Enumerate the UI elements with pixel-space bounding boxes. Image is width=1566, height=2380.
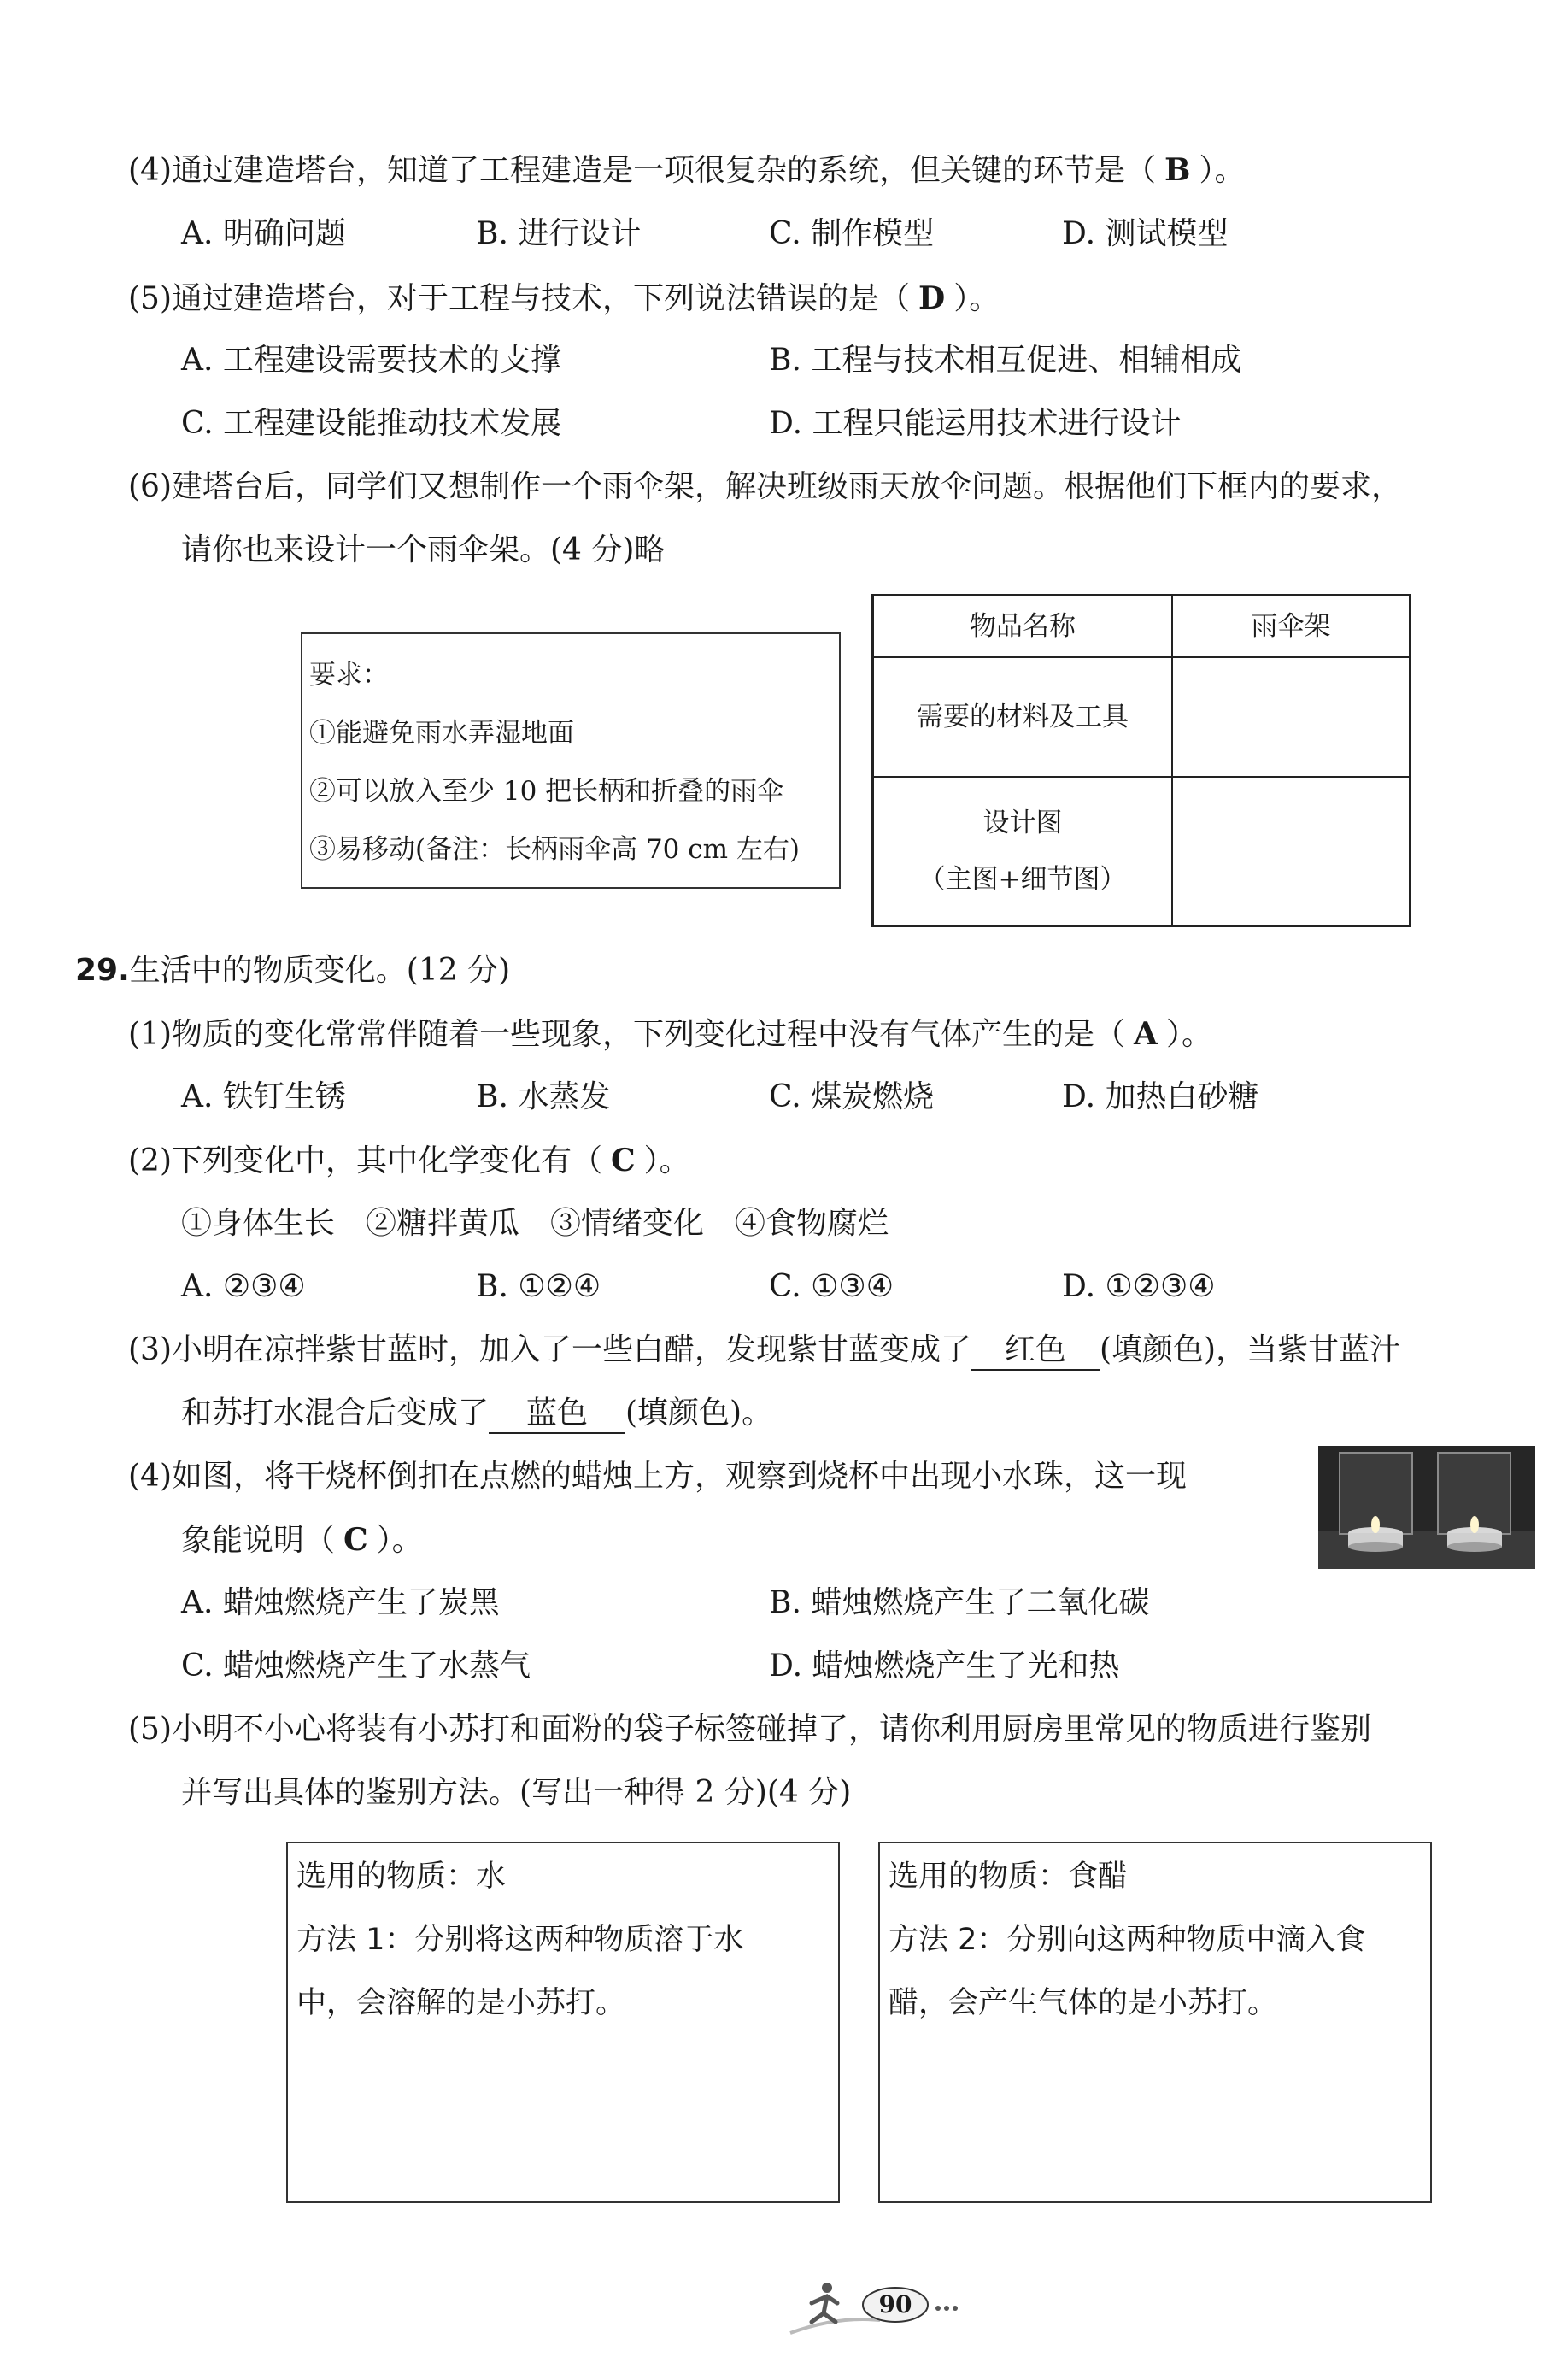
q29-4-option-d: D. 蜡烛燃烧产生了光和热 <box>769 1648 1120 1684</box>
page-number: 90 <box>878 2290 912 2318</box>
q29-4-answer: C <box>343 1522 368 1558</box>
q29-1-option-a: A. 铁钉生锈 <box>181 1079 346 1114</box>
q5-stem-text: (5)通过建造塔台，对于工程与技术，下列说法错误的是（ <box>128 281 910 316</box>
design-label-sub: （主图+细节图） <box>918 864 1127 895</box>
q29-2-option-b: B. ①②④ <box>476 1269 601 1304</box>
q29-4-option-b: B. 蜡烛燃烧产生了二氧化碳 <box>769 1585 1150 1620</box>
q4-close: ）。 <box>1199 153 1246 188</box>
answer-box-water-line: 选用的物质：水 <box>296 1860 507 1894</box>
q5-answer: D <box>918 280 946 316</box>
q4-stem <box>128 150 1245 191</box>
answer-box-water-line: 中，会溶解的是小苏打。 <box>296 1986 626 2020</box>
q29-1-stem-text: (1)物质的变化常常伴随着一些现象，下列变化过程中没有气体产生的是（ <box>128 1017 1125 1052</box>
answer-box-vinegar-line: 醋，会产生气体的是小苏打。 <box>889 1986 1278 2020</box>
q29-2-stem <box>128 1140 690 1182</box>
answer-box-vinegar <box>878 1842 1432 2203</box>
q5-option-b: B. 工程与技术相互促进、相辅相成 <box>769 343 1242 378</box>
requirement-2: ②可以放入至少 10 把长柄和折叠的雨伞 <box>309 776 784 807</box>
q29-2-items: ①身体生长 ②糖拌黄瓜 ③情绪变化 ④食物腐烂 <box>181 1206 889 1241</box>
q29-1-close: ）。 <box>1165 1017 1212 1052</box>
q29-1-option-b: B. 水蒸发 <box>476 1079 611 1114</box>
q29-5-stem-line1: (5)小明不小心将装有小苏打和面粉的袋子标签碰掉了，请你利用厨房里常见的物质进行鉴别 <box>128 1712 1371 1747</box>
q6-stem-line2: 请你也来设计一个雨伞架。(4 分)略 <box>181 532 666 567</box>
q29-4-stem-text: 象能说明（ <box>181 1523 336 1558</box>
q29-1-stem <box>128 1014 1212 1055</box>
table-header-name: 物品名称 <box>970 611 1076 642</box>
q29-3-text: (3)小明在凉拌紫甘蓝时，加入了一些白醋，发现紫甘蓝变成了 <box>128 1332 971 1367</box>
q29-3-text: 和苏打水混合后变成了 <box>181 1396 490 1431</box>
q29-2-close: ）。 <box>643 1143 690 1178</box>
requirements-box <box>301 632 841 889</box>
page-footer <box>786 2269 991 2346</box>
q5-option-a: A. 工程建设需要技术的支撑 <box>181 343 561 378</box>
q29-1-option-d: D. 加热白砂糖 <box>1062 1079 1259 1114</box>
answer-box-water <box>286 1842 840 2203</box>
q29-2-option-c: C. ①③④ <box>769 1269 894 1304</box>
q5-close: ）。 <box>953 281 1000 316</box>
answer-box-water-line: 方法 1：分别将这两种物质溶于水 <box>296 1923 744 1957</box>
q5-option-c: C. 工程建设能推动技术发展 <box>181 406 562 441</box>
q4-stem-text: (4)通过建造塔台，知道了工程建造是一项很复杂的系统，但关键的环节是（ <box>128 153 1156 188</box>
answer-box-vinegar-line: 方法 2：分别向这两种物质中滴入食 <box>889 1923 1366 1957</box>
table-header-value: 雨伞架 <box>1251 611 1331 642</box>
q29-3-blank-1: 红色 <box>971 1331 1100 1371</box>
q29-2-stem-text: (2)下列变化中，其中化学变化有（ <box>128 1143 602 1178</box>
q4-answer: B <box>1164 152 1191 188</box>
design-label: 设计图 <box>982 808 1063 838</box>
q4-option-b: B. 进行设计 <box>476 216 642 251</box>
q29-3-text: (填颜色)，当紫甘蓝汁 <box>1100 1332 1401 1367</box>
q6-stem-line1: (6)建塔台后，同学们又想制作一个雨伞架，解决班级雨天放伞问题。根据他们下框内的要求， <box>128 469 1402 504</box>
q29-3-blank-2: 蓝色 <box>489 1395 625 1434</box>
answer-box-vinegar-line: 选用的物质：食醋 <box>889 1860 1129 1894</box>
q29-4-option-c: C. 蜡烛燃烧产生了水蒸气 <box>181 1648 531 1684</box>
q4-option-d: D. 测试模型 <box>1062 216 1229 251</box>
q29-4-stem-line1: (4)如图，将干烧杯倒扣在点燃的蜡烛上方，观察到烧杯中出现小水珠，这一现 <box>128 1459 1187 1494</box>
q29-2-option-d: D. ①②③④ <box>1062 1269 1216 1304</box>
q29-number: 29. <box>75 953 130 988</box>
candle-beaker-illustration <box>1318 1446 1535 1569</box>
design-table <box>871 594 1411 927</box>
q29-5-stem-line2: 并写出具体的鉴别方法。(写出一种得 2 分)(4 分) <box>181 1775 852 1810</box>
q5-option-d: D. 工程只能运用技术进行设计 <box>769 406 1182 441</box>
q29-4-option-a: A. 蜡烛燃烧产生了炭黑 <box>181 1585 500 1620</box>
table-row-materials: 需要的材料及工具 <box>917 702 1129 732</box>
q29-1-answer: A <box>1134 1016 1158 1052</box>
table-row-design <box>874 778 1171 925</box>
q29-title: 生活中的物质变化。(12 分) <box>129 953 511 988</box>
requirement-3: ③易移动(备注：长柄雨伞高 70 cm 左右) <box>309 834 800 865</box>
q29-3-line2 <box>181 1393 772 1434</box>
q29-2-option-a: A. ②③④ <box>181 1269 306 1304</box>
q4-option-a: A. 明确问题 <box>181 216 346 251</box>
q5-stem <box>128 278 1000 320</box>
q29-4-close: ）。 <box>376 1523 423 1558</box>
candle-beaker-photo <box>1318 1446 1535 1569</box>
q29-2-answer: C <box>611 1143 636 1178</box>
q29-1-option-c: C. 煤炭燃烧 <box>769 1079 935 1114</box>
q29-4-stem-line2 <box>181 1519 423 1561</box>
requirement-1: ①能避免雨水弄湿地面 <box>309 718 574 749</box>
q4-option-c: C. 制作模型 <box>769 216 935 251</box>
q29-heading <box>75 950 510 991</box>
requirements-title: 要求： <box>309 660 389 690</box>
q29-3-text: (填颜色)。 <box>625 1396 773 1431</box>
q29-3-line1 <box>128 1330 1400 1371</box>
